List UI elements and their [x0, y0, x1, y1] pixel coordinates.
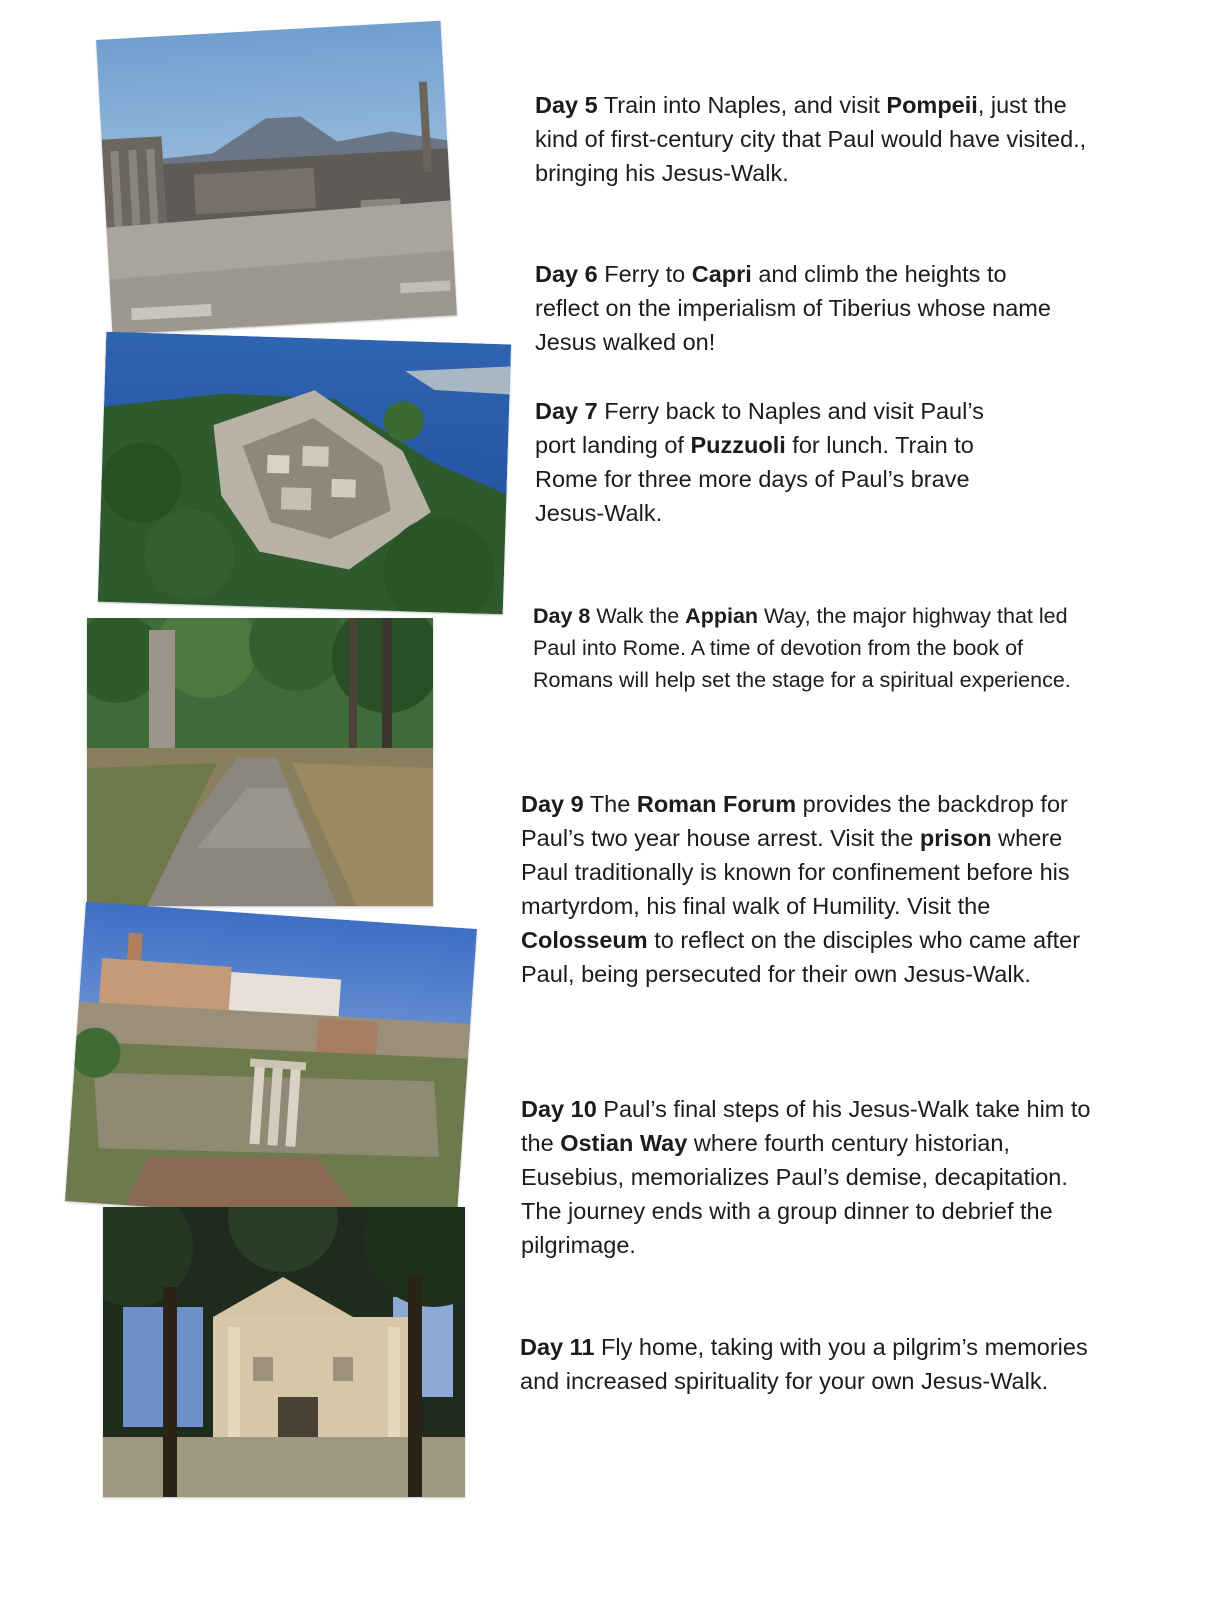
day-label: Day 9 — [521, 791, 584, 817]
day-text: Walk the — [590, 604, 686, 628]
day-text: Train into Naples, and visit — [597, 92, 887, 118]
basilica-photo — [103, 1207, 465, 1497]
day-label: Day 8 — [533, 604, 591, 628]
place-name: Pompeii — [886, 92, 978, 118]
day-7-entry — [535, 394, 1025, 530]
place-name: Ostian Way — [560, 1130, 688, 1156]
day-10-entry — [521, 1092, 1091, 1262]
day-text: Fly home, taking with you a pilgrim’s memories and increased spirituality for your own Jesus-Walk. — [520, 1334, 1088, 1394]
place-name: Appian — [685, 604, 759, 628]
pompeii-photo — [96, 21, 457, 335]
day-text: where fourth century historian, Eusebius, memorializes Paul’s demise, decapitation. The journey ends with a group dinner to debrief the pilgrimage. — [521, 1130, 1068, 1258]
day-label: Day 6 — [535, 261, 598, 287]
day-text: where Paul traditionally is known for confinement before his martyrdom, his final walk of Humility. Visit the — [521, 825, 1070, 919]
place-name: Roman Forum — [636, 791, 797, 817]
day-9-entry — [521, 787, 1111, 991]
day-label: Day 10 — [521, 1096, 597, 1122]
day-text: Way, the major highway that led Paul into Rome. A time of devotion from the book of Romans will help set the stage for a spiritual experience. — [533, 604, 1071, 692]
day-text: Ferry back to Naples and visit Paul’s port landing of — [535, 398, 984, 458]
appian-way-photo — [87, 618, 433, 906]
capri-photo — [98, 332, 511, 615]
day-text: Paul’s final steps of his Jesus-Walk take him to the — [521, 1096, 1091, 1156]
day-label: Day 11 — [520, 1334, 595, 1360]
day-text: to reflect on the disciples who came after Paul, being persecuted for their own Jesus-Walk. — [521, 927, 1081, 987]
day-label: Day 7 — [535, 398, 598, 424]
day-text: The — [583, 791, 637, 817]
day-text: for lunch. Train to Rome for three more days of Paul’s brave Jesus-Walk. — [535, 432, 974, 526]
day-6-entry — [535, 257, 1075, 359]
roman-forum-photo — [65, 902, 477, 1229]
place-name: Colosseum — [521, 927, 648, 953]
day-text: provides the backdrop for Paul’s two year house arrest. Visit the — [521, 791, 1068, 851]
day-11-entry — [520, 1330, 1110, 1398]
day-5-entry — [535, 88, 1095, 190]
place-name: Puzzuoli — [690, 432, 786, 458]
place-name: Capri — [691, 261, 752, 287]
day-text: Ferry to — [597, 261, 692, 287]
day-text: and climb the heights to reflect on the imperialism of Tiberius whose name Jesus walked on! — [535, 261, 1051, 355]
day-text: , just the kind of first-century city that Paul would have visited., bringing his Jesus-Walk. — [535, 92, 1087, 186]
day-8-entry — [533, 600, 1073, 696]
place-name: prison — [919, 825, 992, 851]
day-label: Day 5 — [535, 92, 598, 118]
